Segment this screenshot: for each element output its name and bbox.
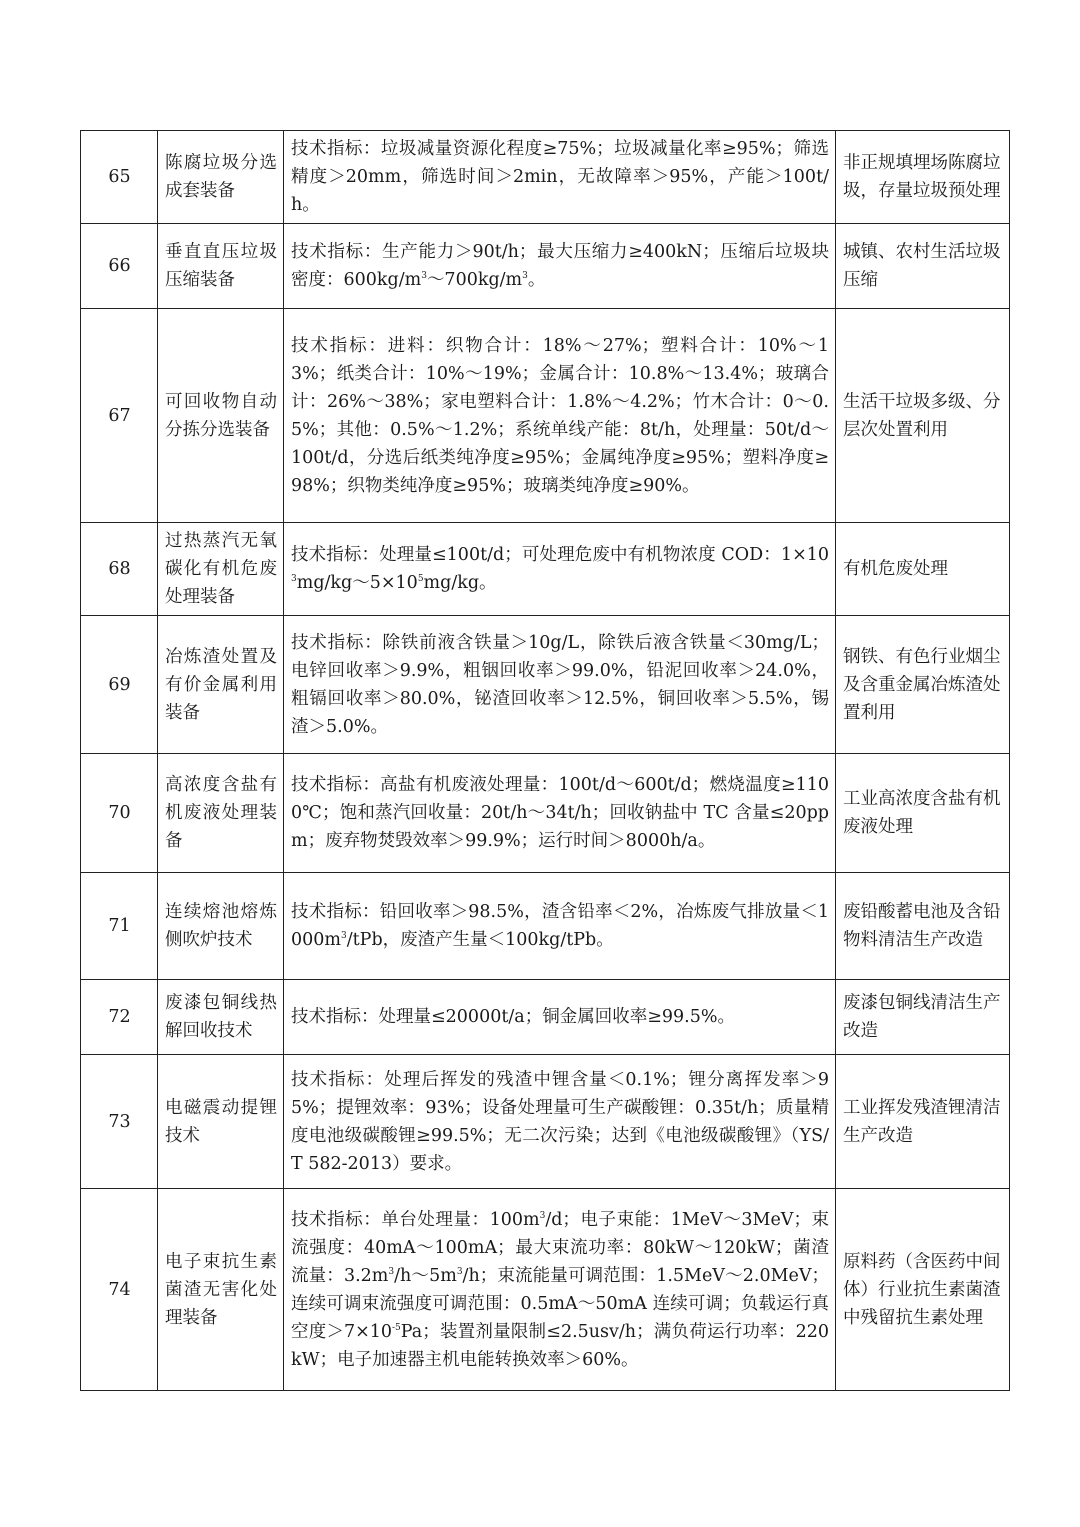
table-row [81,523,1010,616]
application-field: 钢铁、有色行业烟尘及含重金属冶炼渣处置利用 [836,616,1010,754]
technical-indicators: 技术指标：高盐有机废液处理量：100t/d～600t/d；燃烧温度≥1100℃；饱和蒸汽回收量：20t/h～34t/h；回收钠盐中 TC 含量≤20ppm；废弃物焚毁效率＞99.9%；运行时间＞8000h/a。 [284,754,836,873]
equipment-name: 冶炼渣处置及有价金属利用装备 [158,616,284,754]
application-field: 非正规填埋场陈腐垃圾，存量垃圾预处理 [836,131,1010,224]
row-number: 65 [81,131,158,224]
row-number: 74 [81,1189,158,1391]
table-row [81,873,1010,980]
application-field: 有机危废处理 [836,523,1010,616]
application-field: 工业高浓度含盐有机废液处理 [836,754,1010,873]
technical-indicators: 技术指标：铅回收率＞98.5%，渣含铅率＜2%，冶炼废气排放量$<1000m^3$/tPb，废渣产生量＜100kg/tPb。 [284,873,836,980]
equipment-name: 电磁震动提锂技术 [158,1055,284,1189]
table-row [81,224,1010,309]
equipment-name: 陈腐垃圾分选成套装备 [158,131,284,224]
technical-indicators: 技术指标：处理量≤20000t/a；铜金属回收率≥99.5%。 [284,980,836,1055]
table-body [81,131,1010,1391]
table-row [81,131,1010,224]
equipment-name: 过热蒸汽无氧碳化有机危废处理装备 [158,523,284,616]
technical-indicators: 技术指标：生产能力＞90t/h；最大压缩力≥400kN；压缩后垃圾块密度：$600kg/m^3\sim 700kg/m^3$。 [284,224,836,309]
application-field: 废铅酸蓄电池及含铅物料清洁生产改造 [836,873,1010,980]
row-number: 72 [81,980,158,1055]
row-number: 66 [81,224,158,309]
table-row [81,754,1010,873]
equipment-name: 废漆包铜线热解回收技术 [158,980,284,1055]
row-number: 73 [81,1055,158,1189]
table-row [81,1189,1010,1391]
row-number: 71 [81,873,158,980]
row-number: 70 [81,754,158,873]
technical-indicators: 技术指标：垃圾减量资源化程度≥75%；垃圾减量化率≥95%；筛选精度＞20mm，筛选时间＞2min，无故障率＞95%，产能＞100t/h。 [284,131,836,224]
equipment-name: 连续熔池熔炼侧吹炉技术 [158,873,284,980]
equipment-spec-table [80,130,1010,1391]
technical-indicators: 技术指标：处理后挥发的残渣中锂含量＜0.1%；锂分离挥发率＞95%；提锂效率：93%；设备处理量可生产碳酸锂：0.35t/h；质量精度电池级碳酸锂≥99.5%；无二次污染；达到《电池级碳酸锂》（YS/T 582-2013）要求。 [284,1055,836,1189]
technical-indicators: 技术指标：处理量≤100t/d；可处理危废中有机物浓度 COD：$1\times 10^3mg/kg\sim 5\times 10^5mg/kg$。 [284,523,836,616]
technical-indicators: 技术指标：进料：织物合计：18%～27%；塑料合计：10%～13%；纸类合计：10%～19%；金属合计：10.8%～13.4%；玻璃合计：26%～38%；家电塑料合计：1.8%～4.2%；竹木合计：0～0.5%；其他：0.5%～1.2%；系统单线产能：8t/h，处理量：50t/d～100t/d，分选后纸类纯净度≥95%；金属纯净度≥95%；塑料净度≥98%；织物类纯净度≥95%；玻璃类纯净度≥90%。 [284,309,836,523]
application-field: 生活干垃圾多级、分层次处置利用 [836,309,1010,523]
equipment-name: 高浓度含盐有机废液处理装备 [158,754,284,873]
equipment-name: 垂直直压垃圾压缩装备 [158,224,284,309]
application-field: 废漆包铜线清洁生产改造 [836,980,1010,1055]
row-number: 69 [81,616,158,754]
table-row [81,1055,1010,1189]
equipment-name: 可回收物自动分拣分选装备 [158,309,284,523]
row-number: 67 [81,309,158,523]
technical-indicators: 技术指标：单台处理量：$100m^3/d$；电子束能：1MeV～3MeV；束流强度：40mA～100mA；最大束流功率：80kW～120kW；菌渣流量：$3.2m^3/h\sim 5m^3/h$；束流能量可调范围：1.5MeV～2.0MeV；连续可调束流强度可调范围：0.5mA～50mA 连续可调；负载运行真空度$>7\times 10^{-5}Pa$；装置剂量限制≤2.5usv/h；满负荷运行功率：220kW；电子加速器主机电能转换效率＞60%。 [284,1189,836,1391]
table-row [81,309,1010,523]
table-row [81,616,1010,754]
equipment-name: 电子束抗生素菌渣无害化处理装备 [158,1189,284,1391]
table-row [81,980,1010,1055]
application-field: 原料药（含医药中间体）行业抗生素菌渣中残留抗生素处理 [836,1189,1010,1391]
row-number: 68 [81,523,158,616]
application-field: 工业挥发残渣锂清洁生产改造 [836,1055,1010,1189]
application-field: 城镇、农村生活垃圾压缩 [836,224,1010,309]
technical-indicators: 技术指标：除铁前液含铁量＞10g/L，除铁后液含铁量＜30mg/L；电锌回收率＞9.9%，粗铟回收率＞99.0%，铅泥回收率＞24.0%，粗镉回收率＞80.0%，铋渣回收率＞12.5%，铜回收率＞5.5%，锡渣＞5.0%。 [284,616,836,754]
